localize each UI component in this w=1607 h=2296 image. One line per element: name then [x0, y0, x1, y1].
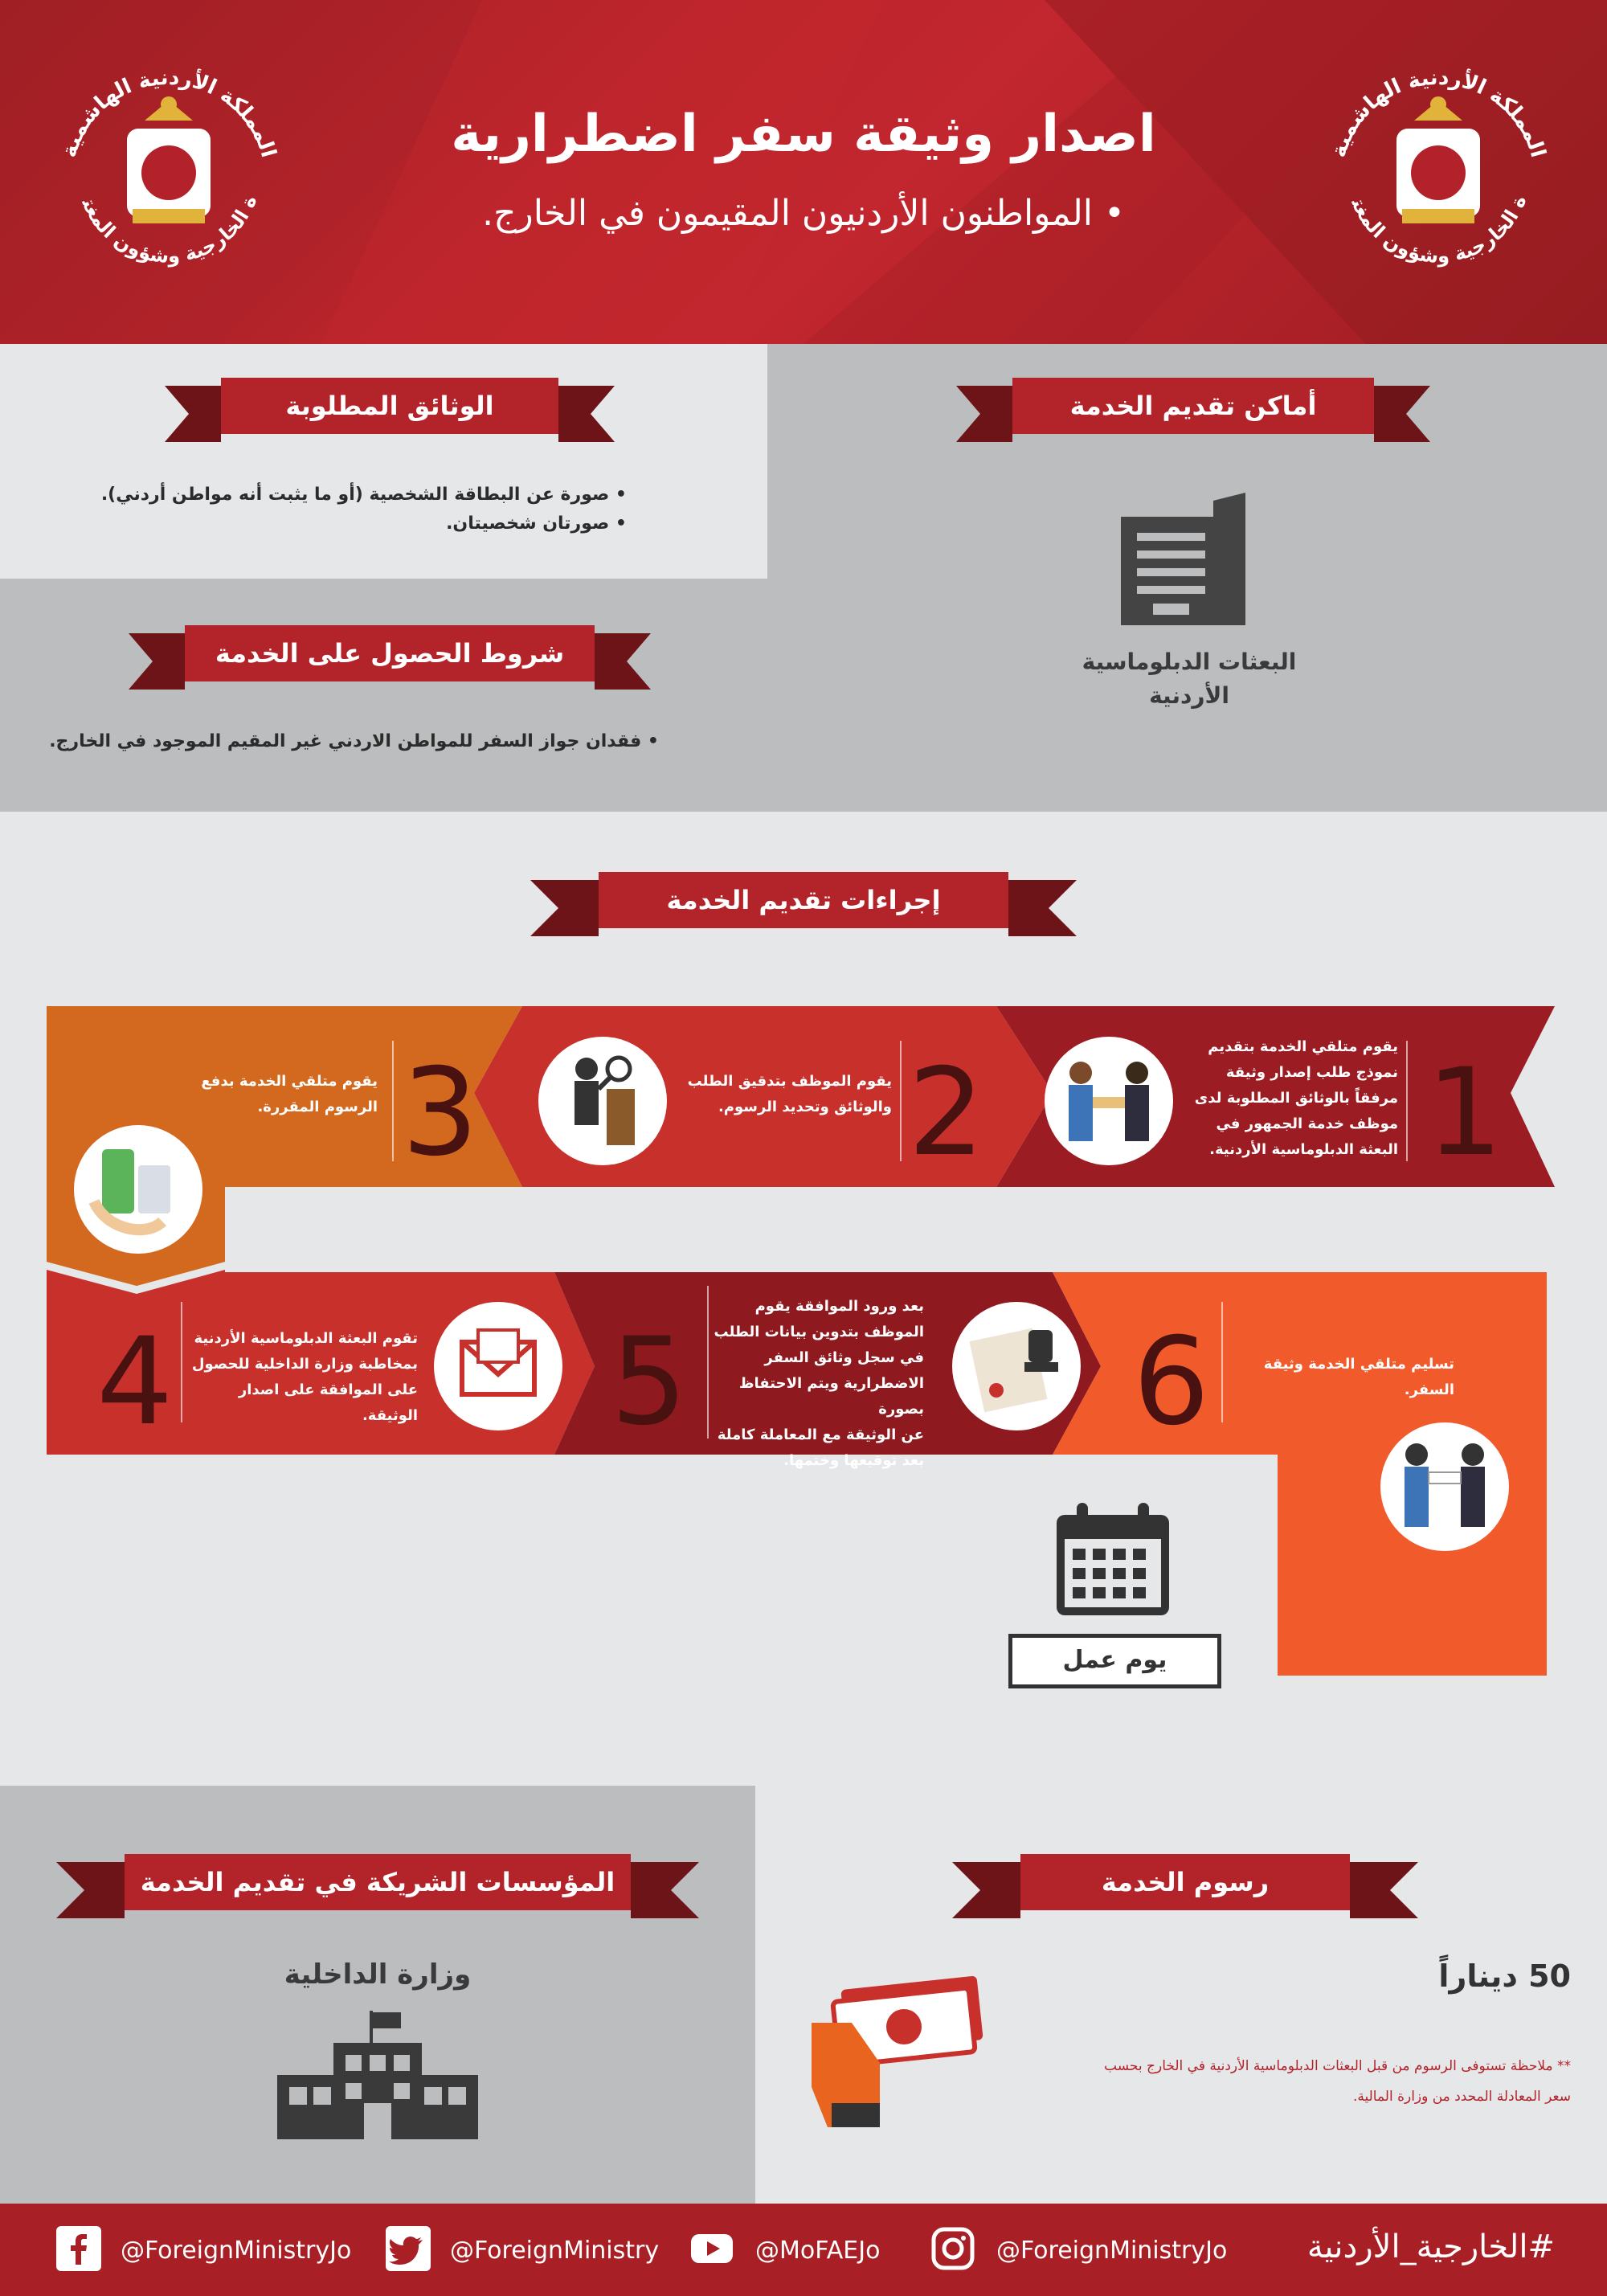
youtube-handle[interactable]: @MoFAEJo [755, 2237, 881, 2265]
service-fees-section [755, 1786, 1607, 2204]
page-subtitle: • المواطنون الأردنيون المقيمون في الخارج. [482, 193, 1125, 234]
service-conditions-ribbon [129, 625, 651, 690]
hand-money-icon [804, 1967, 988, 2127]
instagram-handle[interactable]: @ForeignMinistryJo [996, 2237, 1228, 2265]
step-2-text: يقوم الموظف بتدقيق الطلب والوثائق وتحديد الرسوم. [687, 1073, 892, 1115]
required-documents-section [0, 344, 767, 579]
step-3-divider [392, 1041, 394, 1161]
ministry-emblem-left [48, 44, 289, 301]
step-6-text: تسليم متلقي الخدمة وثيقة السفر. [1263, 1356, 1454, 1398]
office-building-icon [1117, 493, 1253, 629]
service-places-label: البعثات الدبلوماسية الأردنية [1082, 649, 1297, 709]
envelope-icon [434, 1302, 562, 1430]
svg-text:المملكة الأردنية الهاشمية: المملكة الأردنية الهاشمية [56, 65, 281, 161]
step-4-divider [181, 1302, 182, 1422]
service-fees-heading: رسوم الخدمة [1101, 1867, 1270, 1897]
partner-name: وزارة الداخلية [284, 1958, 472, 1991]
partner-institutions-heading: المؤسسات الشريكة في تقديم الخدمة [140, 1867, 615, 1897]
service-places-section [767, 344, 1607, 812]
list-item: • صورتان شخصيتان. [446, 514, 627, 534]
government-building-icon [277, 2011, 478, 2147]
header-banner [0, 0, 1607, 344]
step-4-number: 4 [96, 1312, 174, 1452]
ministry-emblem-right [1318, 44, 1559, 301]
step-1-divider [1406, 1041, 1408, 1161]
step-5-text: بعد ورود الموافقة يقوم الموظف بتدوين بيانات الطلب في سجل وثائق السفر الاضطرارية ويتم الاحتفاظ بصورة عن الوثيقة مع المعاملة كاملة بعد توقيعها وختمها. [714, 1298, 924, 1469]
payment-phone-icon [74, 1125, 202, 1254]
calendar-icon [1053, 1499, 1173, 1619]
svg-text:المملكة الأردنية الهاشمية: المملكة الأردنية الهاشمية [1326, 65, 1551, 161]
svg-text:وزارة الخارجية وشؤون المغتربين: ة الخارجية وشؤون المغت [77, 192, 262, 268]
procedures-section [0, 812, 1607, 1786]
handshake-icon [1045, 1037, 1173, 1165]
procedures-heading: إجراءات تقديم الخدمة [666, 885, 941, 915]
service-conditions-section [0, 579, 767, 812]
page-title: اصدار وثيقة سفر اضطرارية [451, 104, 1156, 164]
step-2-divider [900, 1041, 902, 1161]
stamped-document-icon [952, 1302, 1081, 1430]
employee-magnifier-icon [538, 1037, 667, 1165]
service-places-heading: أماكن تقديم الخدمة [1069, 391, 1317, 421]
step-1-text: يقوم متلقي الخدمة بتقديم نموذج طلب إصدار وثيقة مرفقاً بالوثائق المطلوبة لدى موظف خدمة الجمهور في البعثة الدبلوماسية الأردنية. [1194, 1038, 1398, 1158]
twitter-icon[interactable] [386, 2226, 431, 2271]
hashtag[interactable]: #الخارجية_الأردنية [1306, 2228, 1555, 2265]
list-item: • فقدان جواز السفر للمواطن الاردني غير المقيم الموجود في الخارج. [49, 731, 659, 751]
fee-note: ** ملاحظة تستوفى الرسوم من قبل البعثات الدبلوماسية الأردنية في الخارج بحسب سعر المعادلة المحدد من وزارة المالية. [1104, 2058, 1571, 2105]
step-6-number: 6 [1133, 1312, 1210, 1452]
duration-label: يوم عمل [1008, 1634, 1221, 1688]
step-5-number: 5 [611, 1312, 688, 1452]
required-documents-heading: الوثائق المطلوبة [285, 391, 494, 421]
youtube-icon[interactable] [689, 2226, 734, 2271]
twitter-handle[interactable]: @ForeignMinistry [450, 2237, 660, 2265]
step-3-text: يقوم متلقي الخدمة بدفع الرسوم المقررة. [201, 1073, 378, 1115]
step-3-number: 3 [402, 1043, 479, 1183]
partner-institutions-ribbon [56, 1854, 699, 1918]
service-conditions-heading: شروط الحصول على الخدمة [215, 638, 565, 669]
list-item: • صورة عن البطاقة الشخصية (أو ما يثبت أنه مواطن أردني). [100, 485, 627, 505]
instagram-icon[interactable] [930, 2226, 975, 2271]
conditions-list [48, 727, 659, 756]
step-4-text: تقوم البعثة الدبلوماسية الأردنية بمخاطبة وزارة الداخلية للحصول على الموافقة على اصدار الوثيقة. [191, 1330, 418, 1424]
document-handover-icon [1380, 1422, 1509, 1551]
fee-amount: 50 ديناراً [1438, 1958, 1571, 1994]
required-documents-ribbon [165, 378, 615, 442]
facebook-icon[interactable] [56, 2226, 101, 2271]
documents-list [48, 481, 627, 538]
step-2-number: 2 [908, 1043, 985, 1183]
facebook-handle[interactable]: @ForeignMinistryJo [121, 2237, 352, 2265]
service-fees-ribbon [952, 1854, 1418, 1918]
step-6-divider [1221, 1302, 1223, 1422]
partner-institutions-section [0, 1786, 755, 2204]
service-places-ribbon [956, 378, 1430, 442]
svg-text:وزارة الخارجية وشؤون المغتربين: ة الخارجية وشؤون المغت [1347, 192, 1531, 268]
step-1-number: 1 [1426, 1043, 1503, 1183]
